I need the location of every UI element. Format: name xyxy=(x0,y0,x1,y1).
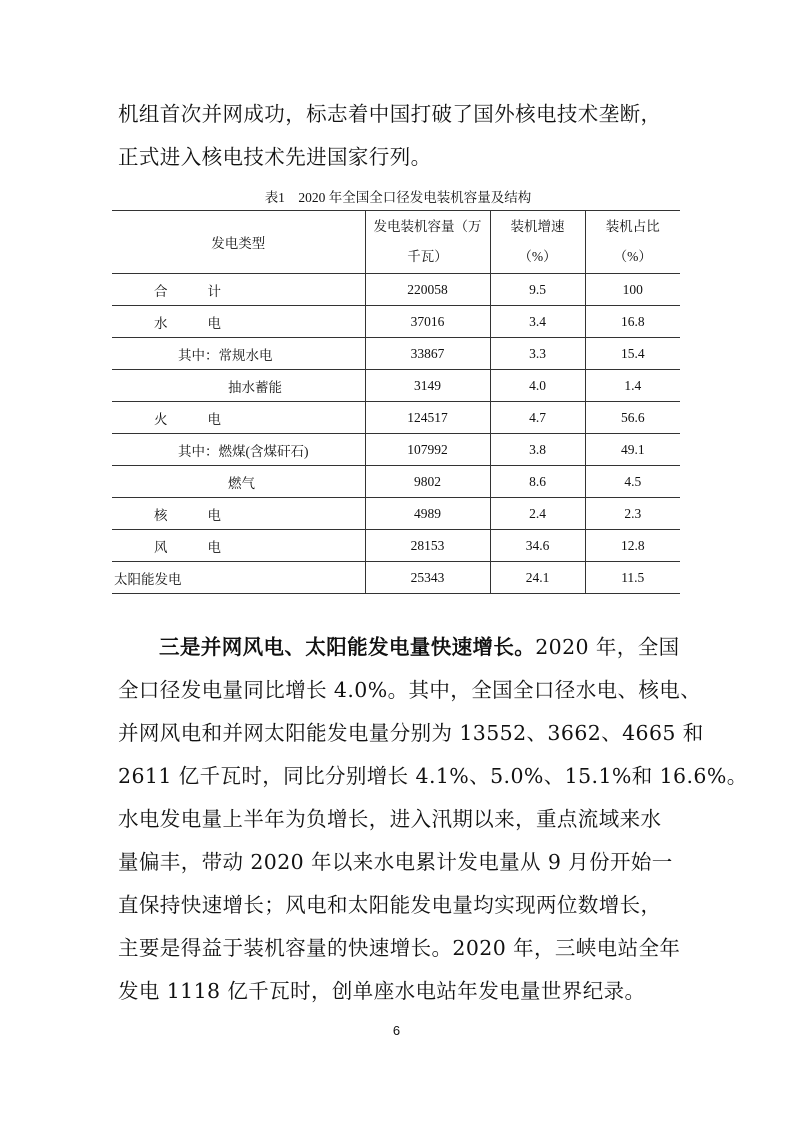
row-share: 1.4 xyxy=(585,370,680,402)
page-number: 6 xyxy=(392,1023,401,1038)
row-name: 其中：常规水电 xyxy=(112,338,365,370)
row-growth: 3.8 xyxy=(490,434,585,466)
row-growth: 4.7 xyxy=(490,402,585,434)
row-name: 抽水蓄能 xyxy=(112,370,365,402)
text-line xyxy=(118,626,678,669)
row-share: 100 xyxy=(585,274,680,306)
row-name-char: 火 xyxy=(154,411,168,427)
table-row xyxy=(112,402,680,434)
header-growth-line2: （%） xyxy=(518,249,557,264)
row-capacity: 28153 xyxy=(365,530,490,562)
text-line: 主要是得益于装机容量的快速增长。2020 年，三峡电站全年 xyxy=(118,936,681,960)
row-name xyxy=(112,306,365,338)
row-capacity: 3149 xyxy=(365,370,490,402)
table-row xyxy=(112,498,680,530)
row-growth: 9.5 xyxy=(490,274,585,306)
row-name-char: 计 xyxy=(207,283,221,299)
row-name-char: 电 xyxy=(207,539,221,555)
text-line: 正式进入核电技术先进国家行列。 xyxy=(118,145,432,169)
row-name xyxy=(112,530,365,562)
table-header-row xyxy=(112,211,680,274)
row-growth: 8.6 xyxy=(490,466,585,498)
row-name-char: 电 xyxy=(207,411,221,427)
row-capacity: 9802 xyxy=(365,466,490,498)
row-name-char: 合 xyxy=(154,283,168,299)
table-row xyxy=(112,338,680,370)
table-row xyxy=(112,530,680,562)
row-name-char: 风 xyxy=(154,539,168,555)
header-growth-line1: 装机增速 xyxy=(510,219,565,234)
row-share: 12.8 xyxy=(585,530,680,562)
table-row xyxy=(112,434,680,466)
text-line: 机组首次并网成功，标志着中国打破了国外核电技术垄断， xyxy=(118,102,662,126)
row-name-char: 电 xyxy=(207,315,221,331)
text-span: 2020 年，全国 xyxy=(535,635,680,659)
row-share: 11.5 xyxy=(585,562,680,594)
row-capacity: 220058 xyxy=(365,274,490,306)
row-name xyxy=(112,498,365,530)
header-share xyxy=(585,211,680,274)
header-type: 发电类型 xyxy=(112,211,365,274)
row-name xyxy=(112,274,365,306)
text-line: 发电 1118 亿千瓦时，创单座水电站年发电量世界纪录。 xyxy=(118,979,646,1003)
top-paragraph xyxy=(118,93,678,179)
row-share: 49.1 xyxy=(585,434,680,466)
row-name-char: 水 xyxy=(154,315,168,331)
row-name: 太阳能发电 xyxy=(112,562,365,594)
table-caption: 表1 2020 年全国全口径发电装机容量及结构 xyxy=(264,190,532,205)
capacity-table xyxy=(112,210,680,594)
table-row xyxy=(112,466,680,498)
row-capacity: 107992 xyxy=(365,434,490,466)
row-name: 其中：燃煤(含煤矸石) xyxy=(112,434,365,466)
table-row xyxy=(112,274,680,306)
bottom-paragraph xyxy=(118,626,748,1013)
row-name xyxy=(112,402,365,434)
paragraph-lead: 三是并网风电、太阳能发电量快速增长。 xyxy=(159,635,536,659)
row-growth: 3.4 xyxy=(490,306,585,338)
row-capacity: 4989 xyxy=(365,498,490,530)
header-growth xyxy=(490,211,585,274)
row-growth: 34.6 xyxy=(490,530,585,562)
row-capacity: 33867 xyxy=(365,338,490,370)
row-share: 4.5 xyxy=(585,466,680,498)
text-line: 直保持快速增长；风电和太阳能发电量均实现两位数增长， xyxy=(118,893,662,917)
row-capacity: 25343 xyxy=(365,562,490,594)
row-share: 16.8 xyxy=(585,306,680,338)
row-share: 15.4 xyxy=(585,338,680,370)
text-line: 并网风电和并网太阳能发电量分别为 13552、3662、4665 和 xyxy=(118,721,704,745)
header-capacity xyxy=(365,211,490,274)
row-growth: 24.1 xyxy=(490,562,585,594)
header-share-line1: 装机占比 xyxy=(605,219,660,234)
row-name-char: 电 xyxy=(207,507,221,523)
text-line: 水电发电量上半年为负增长，进入汛期以来，重点流域来水 xyxy=(118,807,662,831)
row-growth: 2.4 xyxy=(490,498,585,530)
row-share: 2.3 xyxy=(585,498,680,530)
header-capacity-line1: 发电装机容量（万 xyxy=(373,219,482,234)
row-name-char: 核 xyxy=(154,507,168,523)
row-capacity: 124517 xyxy=(365,402,490,434)
text-line: 量偏丰，带动 2020 年以来水电累计发电量从 9 月份开始一 xyxy=(118,850,673,874)
table-row xyxy=(112,562,680,594)
text-line: 2611 亿千瓦时，同比分别增长 4.1%、5.0%、15.1%和 16.6%。 xyxy=(118,764,748,788)
text-line: 全口径发电量同比增长 4.0%。其中，全国全口径水电、核电、 xyxy=(118,678,702,702)
header-share-line2: （%） xyxy=(613,249,652,264)
table-row xyxy=(112,370,680,402)
row-growth: 4.0 xyxy=(490,370,585,402)
row-growth: 3.3 xyxy=(490,338,585,370)
row-capacity: 37016 xyxy=(365,306,490,338)
row-share: 56.6 xyxy=(585,402,680,434)
header-capacity-line2: 千瓦） xyxy=(407,249,448,264)
row-name: 燃气 xyxy=(112,466,365,498)
table-row xyxy=(112,306,680,338)
